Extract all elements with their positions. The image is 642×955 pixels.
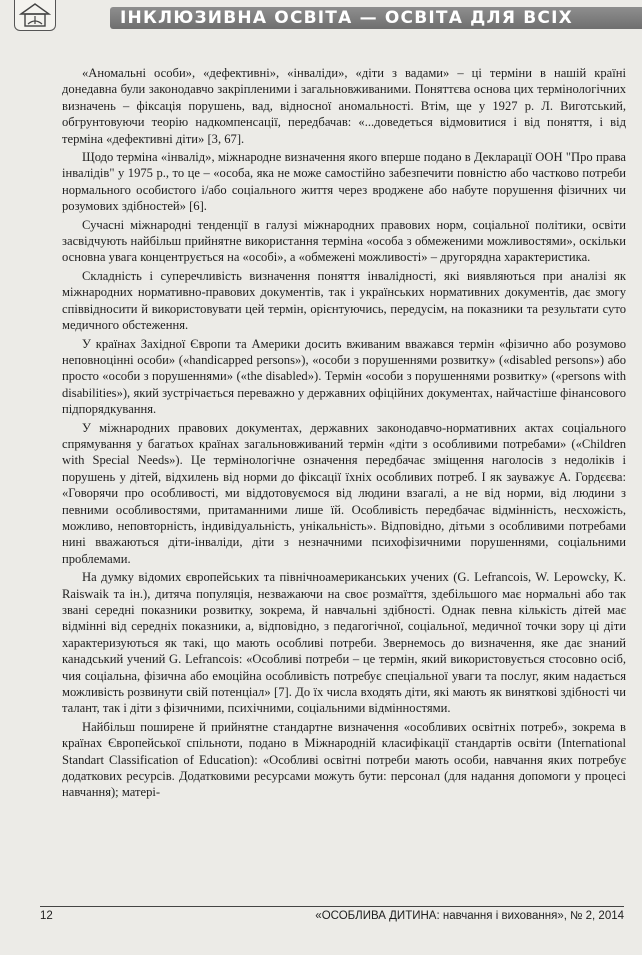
paragraph: Щодо терміна «інвалід», міжнародне визначення якого вперше подано в Декларації ООН "Про права інвалідів" у 1975 р., то це – «особа, яка не може самостійно забезпечити повністю або частково потреби нормального особистого і/або соціального життя через вроджене або набуте порушення фізичних чи розумових здібностей» [6]. bbox=[62, 150, 626, 214]
page-number: 12 bbox=[40, 910, 53, 922]
header-banner bbox=[110, 7, 642, 29]
paragraph: У країнах Західної Європи та Америки досить вживаним вважався термін «фізично або розумово неповноцінні особи» («handicapped persons»), «особи з порушеннями розвитку» («disabled persons») або просто «особи з порушеннями» («the disabled»). Термін «особи з порушеннями розвитку» («persons with disabilities»), який зустрічається переважно у державних офіційних документах, найчастіше фінансового підпорядкування. bbox=[62, 336, 626, 417]
paragraph: Найбільш поширене й прийнятне стандартне визначення «особливих освітніх потреб», зокрема в країнах Європейської спільноти, подано в Міжнародній класифікації стандартів освіти (International Standart Classification of Education): «Особливі освітні потреби мають особи, навчання яких потребує додаткових ресурсів. Додатковими ресурсами можуть бути: персонал (для надання допомоги у процесі навчання); матері- bbox=[62, 719, 626, 800]
school-logo-icon bbox=[14, 0, 56, 31]
paragraph: Складність і суперечливість визначення поняття інвалідності, які виявляються при аналізі як міжнародних нормативно-правових документів, так і українських нормативних документів, дає змогу співвідносити й використовувати цей термін, орієнтуючись, передусім, на показники та результати суто медичного обстеження. bbox=[62, 268, 626, 333]
page-header bbox=[0, 0, 642, 40]
paragraph: На думку відомих європейських та північноамериканських учених (G. Lefrancois, W. Lepowcky, K. Raiswaik та ін.), дитяча популяція, незважаючи на своє розмаїття, здебільшого має нормальні або так звані середні показники розвитку, зокрема, й навчальні здібності. Однак певна кількість дітей має відмінні від середніх показники, а, відповідно, з педагогічної, соціальної, медичної точки зору ці діти характеризуються як такі, що мають особливі потреби. Звернемось до визначення, яке дає знаний канадський учений G. Lefrancois: «Особливі потреби – це термін, який використовується стосовно осіб, чия соціальна, фізична або емоційна особливість потребує спеціальної уваги та послуг, яким надається можливість розвинути свій потенціал» [7]. До їх числа входять діти, які мають як виняткові здібності чи талант, так і діти з фізичними, психічними, соціальними відмінностями. bbox=[62, 570, 626, 716]
article-body bbox=[62, 65, 626, 803]
paragraph: «Аномальні особи», «дефективні», «інваліди», «діти з вадами» – ці терміни в нашій країні донедавна були законодавчо закріпленими і загальновживаними. Поняттєва основа цих термінологічних визначень – фіксація порушень, вад, відносної аномальності. Втім, ще у 1927 р. Л. Виготський, обгрунтовуючи теорію надкомпенсації, передбачав: «...доведеться відмовитися і від поняття, і від терміна «дефективні діти» [3, 67]. bbox=[62, 66, 626, 146]
paragraph: Сучасні міжнародні тенденції в галузі міжнародних правових норм, соціальної політики, освіти засвідчують найбільш прийнятне використання терміна «особа з обмеженими можливостями», оскільки основна увага концентрується на «особі», а «обмежені можливості» – другорядна характеристика. bbox=[62, 217, 626, 265]
paragraph: У міжнародних правових документах, державних законодавчо-нормативних актах соціального спрямування у багатьох країнах загальновживаний термін «діти з особливими потребами» («Children with Special Needs»). Це термінологічне означення передбачає зміщення наголосів з недоліків і порушень у дітей, відхилень від норми до фіксації їхніх особливих потреб. І як зауважує А. Гордєєва: «Говорячи про особливості, ми віддотовуємося від людини взагалі, а не від норми, від людини з певними особливостями, притаманними лише їй. Особливість передбачає відмінність, несхожість, можливо, неповторність, індивідуальність, унікальність». Відповідно, дітьми з особливими потребами нині вважаються діти-інваліди, діти з незначними психофізичними порушеннями, соціальними проблемами. bbox=[62, 420, 626, 566]
page-title: ІНКЛЮЗИВНА ОСВІТА — ОСВІТА ДЛЯ ВСІХ bbox=[120, 8, 573, 28]
journal-citation: «ОСОБЛИВА ДИТИНА: навчання і виховання», № 2, 2014 bbox=[315, 910, 624, 922]
page-footer bbox=[40, 906, 624, 922]
